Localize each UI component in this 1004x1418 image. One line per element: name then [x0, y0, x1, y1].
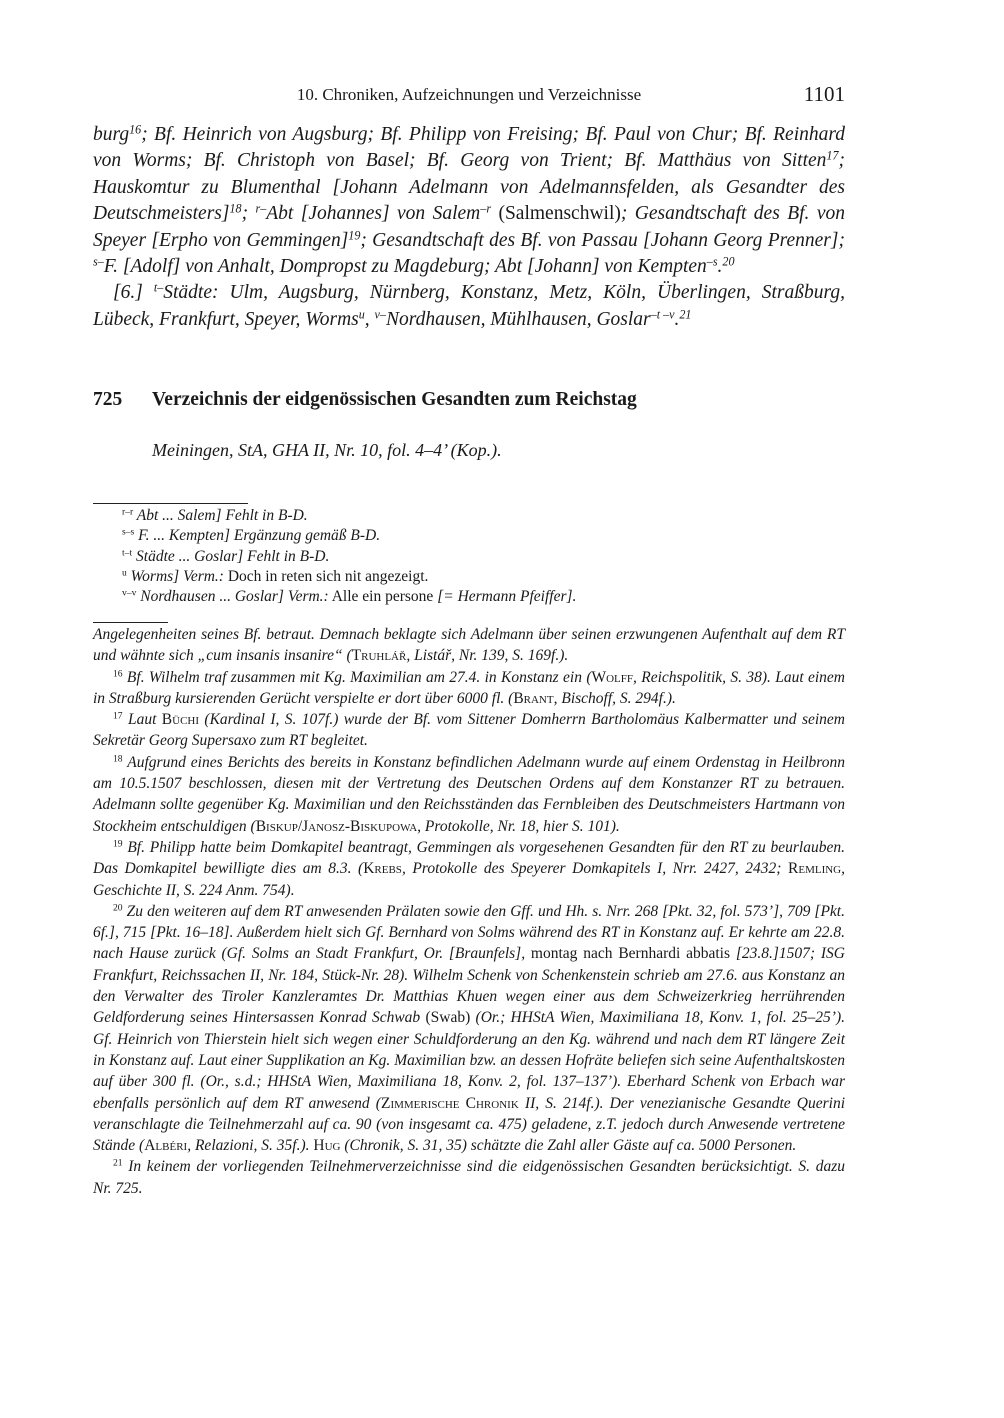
- superscript-marker: 19: [113, 838, 123, 850]
- italic-text: Abt [Johannes] von Salem: [266, 203, 481, 225]
- italic-text: [23.8.]1507; ISG Frankfurt, Reichssachen II, Nr. 184, Stück-Nr. 28). Wilhelm Schenk von Schenkenstein schrieb am 27.6. aus Konstanz an den Verwalter des Tiroler Kanzleramtes Dr. Matthias Khuen wegen einer aus dem Schweizerkrieg herrührenden Geldforderung seines Hintersassen Konrad Schwab: [93, 945, 845, 1027]
- footnote: [93, 1156, 845, 1199]
- italic-text: Nordhausen ... Goslar] Verm.:: [136, 588, 329, 606]
- superscript-marker: r–r: [122, 506, 134, 518]
- italic-text: .: [717, 256, 723, 278]
- running-title: 10. Chroniken, Aufzeichnungen und Verzeichnisse: [296, 85, 642, 104]
- footnotes: [93, 624, 845, 1199]
- footnote-divider: [93, 622, 168, 623]
- italic-text: II, S. 214f.). Der venezianische Gesandte Querini veranschlagte die Teilnehmerzahl auf ca. 90 (von insgesamt ca. 475) geladene, z.T. jedoch durch Anwesende vertretene Stände (: [93, 1094, 845, 1155]
- superscript-marker: 20: [722, 254, 735, 269]
- small-caps-name: Krebs: [363, 860, 402, 878]
- italic-text: , Protokolle, Nr. 18, hier S. 101).: [417, 817, 620, 835]
- italic-text: , Reichspolitik, S. 38). Laut einem in Straßburg kursierenden Gerücht verspielte er dort über 6000 fl. (: [93, 668, 845, 707]
- small-caps-name: Albéri: [144, 1137, 188, 1155]
- superscript-marker: –r: [480, 201, 492, 216]
- italic-text: ; Gesandtschaft des Bf. von Speyer [Erpho von Gemmingen]: [93, 203, 846, 251]
- superscript-marker: 21: [113, 1158, 123, 1170]
- italic-text: , Geschichte II, S. 224 Anm. 754).: [93, 860, 845, 899]
- italic-text: , Bischoff, S. 294f.).: [553, 689, 676, 707]
- small-caps-name: Wolff: [591, 668, 634, 686]
- apparatus-note: [122, 506, 842, 526]
- superscript-marker: –t –v: [650, 307, 675, 322]
- small-caps-name: Büchi: [161, 711, 200, 729]
- superscript-marker: 18: [229, 201, 242, 216]
- italic-text: ;: [241, 203, 256, 225]
- italic-text: In keinem der vorliegenden Teilnehmerverzeichnisse sind die eidgenössischen Gesandten berücksichtigt. S. dazu Nr. 725.: [93, 1158, 845, 1197]
- main-paragraph: [93, 122, 845, 280]
- superscript-marker: t–: [153, 280, 164, 295]
- apparatus-divider: [93, 503, 248, 504]
- italic-text: Bf. Wilhelm traf zusammen mit Kg. Maximilian am 27.4. in Konstanz ein (: [122, 668, 592, 686]
- main-text: [93, 122, 845, 333]
- italic-text: Zu den weiteren auf dem RT anwesenden Prälaten sowie den Gff. und Hh. s. Nrr. 268 [Pkt. 32, fol. 573’], 709 [Pkt. 6f.], 715 [Pkt. 16–18]. Außerdem hielt sich Gf. Bernhard von Solms während des RT in Konstanz auf. Er kehrte am 22.8. nach Hause zurück (Gf. Solms an Stadt Frankfurt, Or. [Braunfels],: [93, 902, 845, 963]
- superscript-marker: s–s: [122, 527, 135, 539]
- italic-text: F. ... Kempten] Ergänzung gemäß B-D.: [134, 527, 381, 545]
- roman-text: Alle ein persone: [328, 588, 438, 606]
- italic-text: F. [Adolf] von Anhalt, Dompropst zu Magdeburg; Abt [Johann] von Kempten: [103, 256, 707, 278]
- roman-text: (Swab): [425, 1009, 471, 1027]
- apparatus-note: [122, 526, 842, 546]
- superscript-marker: 21: [679, 307, 692, 322]
- document-title: Verzeichnis der eidgenössischen Gesandten zum Reichstag: [152, 389, 637, 410]
- document-number: 725: [93, 389, 123, 410]
- italic-text: .: [674, 308, 680, 330]
- italic-text: , Protokolle des Speyerer Domkapitels I, Nrr. 2427, 2432;: [401, 860, 789, 878]
- superscript-marker: v–: [374, 307, 386, 322]
- superscript-marker: 17: [113, 710, 123, 722]
- superscript-marker: r–: [255, 201, 267, 216]
- italic-text: Abt ... Salem] Fehlt in B-D.: [133, 507, 308, 524]
- italic-text: Städte: Ulm, Augsburg, Nürnberg, Konstanz, Metz, Köln, Überlingen, Straßburg, Lübeck, Frankfurt, Speyer, Worms: [93, 282, 845, 330]
- superscript-marker: 16: [113, 668, 123, 680]
- footnote: [93, 624, 845, 667]
- superscript-marker: 18: [113, 753, 123, 765]
- critical-apparatus: [122, 506, 842, 607]
- superscript-marker: s–: [93, 254, 104, 269]
- page-number: 1101: [803, 82, 845, 106]
- footnote: [93, 667, 845, 710]
- small-caps-name: Zimmerische Chronik: [380, 1094, 519, 1112]
- italic-text: [= Hermann Pfeiffer].: [437, 588, 577, 606]
- italic-text: ; Bf. Heinrich von Augsburg; Bf. Philipp von Freising; Bf. Paul von Chur; Bf. Reinhard von Worms; Bf. Christoph von Basel; Bf. Georg von Trient; Bf. Matthäus von Sitten: [93, 124, 845, 172]
- small-caps-name: Biskup/Janosz-Biskupowa: [255, 817, 418, 835]
- italic-text: (Kardinal I, S. 107f.) wurde der Bf. vom Sittener Domherrn Bartholomäus Kalbermatter und seinem Sekretär Georg Supersaxo zum RT begleitet.: [93, 711, 845, 750]
- italic-text: , Relazioni, S. 35f.).: [187, 1137, 314, 1155]
- roman-text: (Salmenschwil): [491, 203, 621, 225]
- superscript-marker: 17: [826, 148, 839, 163]
- italic-text: Worms] Verm.:: [126, 567, 224, 585]
- roman-text: Doch in reten sich nit angezeigt.: [223, 567, 429, 585]
- main-paragraph: [93, 280, 845, 333]
- small-caps-name: Brant: [513, 689, 554, 707]
- italic-text: ; Hauskomtur zu Blumenthal [Johann Adelmann von Adelmannsfelden, als Gesandter des Deutschmeisters]: [93, 150, 845, 225]
- running-header: [93, 82, 845, 108]
- footnote: [93, 709, 845, 752]
- italic-text: ; Gesandtschaft des Bf. von Passau [Johann Georg Prenner];: [360, 229, 845, 251]
- apparatus-note: [122, 547, 842, 567]
- superscript-marker: –s: [706, 254, 718, 269]
- document-source: Meiningen, StA, GHA II, Nr. 10, fol. 4–4’ (Kop.).: [152, 440, 502, 460]
- footnote: [93, 752, 845, 837]
- italic-text: burg: [93, 124, 130, 145]
- italic-text: ,: [364, 308, 375, 330]
- small-caps-name: Hug: [313, 1137, 341, 1155]
- italic-text: Laut: [122, 711, 162, 729]
- superscript-marker: u: [122, 567, 127, 579]
- superscript-marker: v–v: [122, 587, 137, 599]
- italic-text: Nordhausen, Mühlhausen, Goslar: [385, 308, 651, 330]
- roman-text: montag nach Bernhardi abbatis: [525, 945, 736, 963]
- italic-text: Aufgrund eines Berichts des bereits in Konstanz befindlichen Adelmann wurde auf einem Ordenstag in Heilbronn am 10.5.1507 beschlossen, diesen mit der Vertretung des Deutschen Ordens auf dem Konstanzer RT zu betrauen. Adelmann sollte gegenüber Kg. Maximilian und den Reichsständen das Fernbleiben des Deutschmeisters Hartmann von Stockheim entschuldigen (: [93, 753, 845, 835]
- superscript-marker: 20: [113, 902, 123, 914]
- superscript-marker: 19: [348, 227, 361, 242]
- italic-text: Bf. Philipp hatte beim Domkapitel beantragt, Gemmingen als vorgesehenen Gesandten für den RT zu beurlauben. Das Domkapitel bewilligte dies am 8.3. (: [93, 838, 845, 878]
- superscript-marker: t–t: [122, 547, 133, 559]
- italic-text: (Chronik, S. 31, 35) schätzte die Zahl aller Gäste auf ca. 5000 Personen.: [340, 1137, 797, 1155]
- apparatus-note: [122, 587, 842, 607]
- italic-text: Städte ... Goslar] Fehlt in B-D.: [132, 547, 330, 565]
- footnote: [93, 901, 845, 1157]
- superscript-marker: u: [358, 307, 365, 322]
- apparatus-note: [122, 567, 842, 587]
- small-caps-name: Truhlář: [351, 647, 407, 665]
- italic-text: (Or.; HHStA Wien, Maximiliana 18, Konv. 1, fol. 25–25’). Gf. Heinrich von Thierstein hielt sich wegen einer Schuldforderung an den Kg. während und nach dem RT längere Zeit in Konstanz auf. Laut einer Supplikation an Kg. Maximilian bzw. an dessen Hofräte beliefen sich seine Aufenthaltskosten auf über 300 fl. (Or., s.d.; HHStA Wien, Maximiliana 18, Konv. 2, fol. 137–137’). Eberhard Schenk von Erbach war ebenfalls persönlich auf dem RT anwesend (: [93, 1009, 845, 1112]
- footnote: [93, 837, 845, 901]
- italic-text: , Listář, Nr. 139, S. 169f.).: [406, 647, 569, 665]
- italic-text: Angelegenheiten seines Bf. betraut. Demnach beklagte sich Adelmann über seinen erzwungenen Aufenthalt auf dem RT und wähnte sich „cum insanis insanire“ (: [93, 626, 845, 665]
- small-caps-name: Remling: [788, 860, 842, 878]
- superscript-marker: 16: [129, 122, 142, 137]
- italic-text: [6.]: [113, 282, 154, 304]
